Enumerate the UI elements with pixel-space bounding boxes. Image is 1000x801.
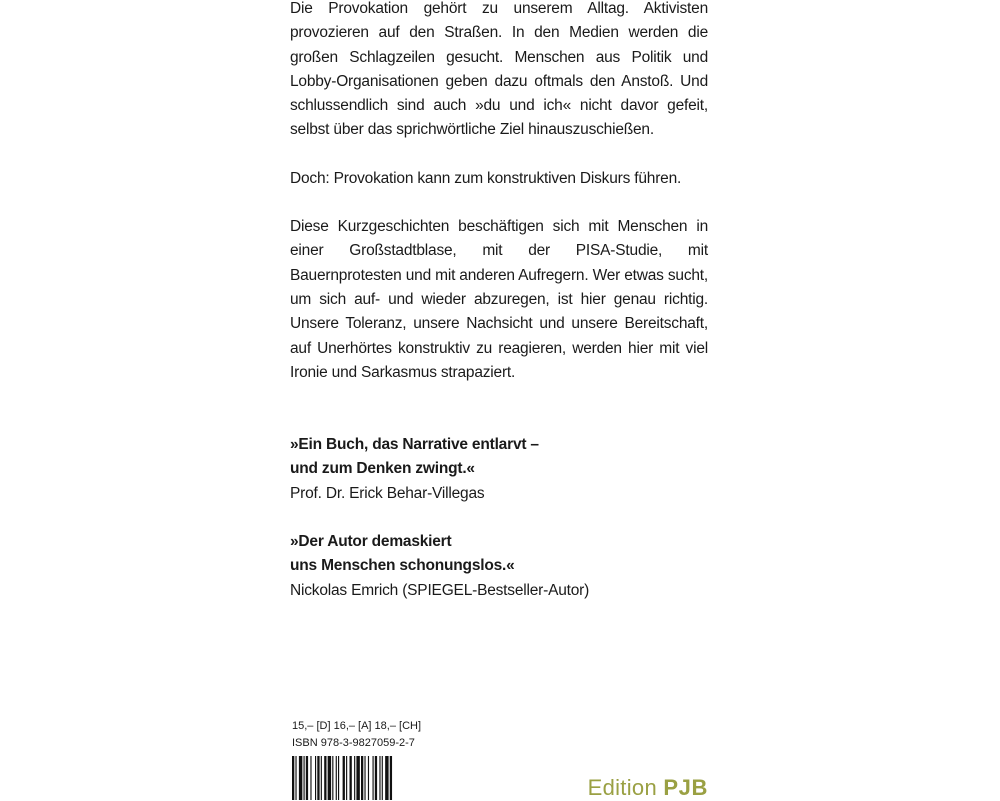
barcode-bar bbox=[385, 756, 388, 800]
barcode-bar bbox=[338, 756, 339, 800]
quote-line-2: und zum Denken zwingt.« bbox=[290, 460, 475, 478]
spacer bbox=[290, 143, 708, 167]
barcode-bar bbox=[382, 756, 383, 800]
barcode-bar bbox=[368, 756, 369, 800]
barcode-bar bbox=[306, 756, 308, 800]
barcode-bar bbox=[346, 756, 347, 800]
barcode-bar bbox=[310, 756, 311, 800]
quote-line-2: uns Menschen schonungslos.« bbox=[290, 557, 515, 575]
barcode-bar bbox=[364, 756, 365, 800]
barcode-bar bbox=[324, 756, 326, 800]
publisher-name: PJB bbox=[663, 775, 708, 800]
publisher-prefix: Edition bbox=[587, 775, 664, 800]
quote-author: Prof. Dr. Erick Behar-Villegas bbox=[290, 484, 485, 502]
barcode-bar bbox=[343, 756, 345, 800]
back-cover-text bbox=[290, 0, 708, 603]
barcode-bar bbox=[315, 756, 316, 800]
price-line: 15,– [D] 16,– [A] 18,– [CH] bbox=[292, 720, 422, 732]
spacer bbox=[290, 191, 708, 215]
spacer bbox=[290, 506, 708, 530]
barcode-bar bbox=[292, 756, 294, 800]
quote-author: Nickolas Emrich (SPIEGEL-Bestseller-Autor) bbox=[290, 581, 590, 599]
blurb-quote-1 bbox=[290, 433, 708, 506]
spacer bbox=[290, 385, 708, 433]
barcode-bar bbox=[328, 756, 331, 800]
barcode-bar bbox=[390, 756, 392, 800]
barcode-icon bbox=[292, 756, 436, 800]
intro-paragraph-2: Doch: Provokation kann zum konstruktiven Diskurs führen. bbox=[290, 169, 682, 187]
price-isbn-block bbox=[292, 718, 421, 752]
barcode-bar bbox=[299, 756, 302, 800]
barcode-bar bbox=[321, 756, 322, 800]
barcode-bar bbox=[373, 756, 374, 800]
barcode-bar bbox=[354, 756, 355, 800]
intro-paragraph-1: Die Provokation gehört zu unserem Alltag. Aktivisten provozieren auf den Straßen. In den Medien werden die großen Schlagzeilen gesucht. Menschen aus Politik und Lobby-Organisationen geben dazu oftmals den Anstoß. Und schlussendlich sind auch »du und ich« nicht davor gefeit, selbst über das sprichwörtliche Ziel hinauszuschießen. bbox=[290, 0, 708, 139]
blurb-quote-2 bbox=[290, 530, 708, 603]
quote-line-1: »Ein Buch, das Narrative entlarvt – bbox=[290, 436, 539, 454]
barcode-bar bbox=[336, 756, 337, 800]
barcode-bar bbox=[350, 756, 352, 800]
barcode-bar bbox=[361, 756, 363, 800]
barcode-bar bbox=[295, 756, 296, 800]
intro-paragraph-3: Diese Kurzgeschichten beschäftigen sich mit Menschen in einer Großstadtblase, mit der PISA-Studie, mit Bauernprotesten und mit anderen Aufregern. Wer etwas sucht, um sich auf- und wieder abzuregen, ist hier genau richtig. Unsere Toleranz, unsere Nachsicht und unsere Bereitschaft, auf Unerhörtes konstruktiv zu reagieren, werden hier mit viel Ironie und Sarkasmus strapaziert. bbox=[290, 218, 708, 381]
barcode-bar bbox=[317, 756, 319, 800]
barcode-bar bbox=[379, 756, 380, 800]
quote-line-1: »Der Autor demaskiert bbox=[290, 533, 452, 551]
barcode-bar bbox=[304, 756, 305, 800]
barcode-bar bbox=[332, 756, 333, 800]
publisher-logo bbox=[588, 775, 708, 801]
barcode-bar bbox=[375, 756, 377, 800]
barcode-bar bbox=[356, 756, 359, 800]
isbn-line: ISBN 978-3-9827059-2-7 bbox=[292, 737, 415, 749]
